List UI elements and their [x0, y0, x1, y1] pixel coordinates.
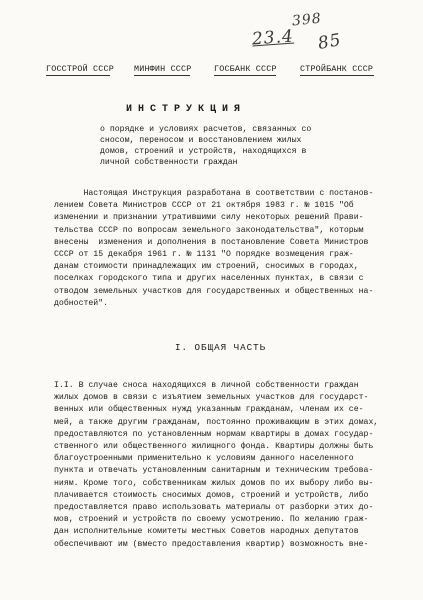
intro-paragraph: Настоящая Инструкция разработана в соответствии с постанов- лением Совета Министров СССР от 21 октября 1983 г. № 1015 "Об изменении и признании утратившими силу некоторых решений Прави- тельства СССР по вопросам земельного законодательства", которым внесены изменения и дополнения в постановление Совета Министров СССР от 15 декабря 1961 г. № 1131 "О порядке возмещения граж- данам стоимости принадлежащих им строений, сносимых в городах, поселках городского типа и других населенных пунктах, в связи с отводом земельных участков для государственных и общественных на- добностей". — [54, 189, 374, 308]
registration-number: 398 — [291, 10, 323, 30]
header-underline-2 — [134, 75, 190, 76]
document-title: ИНСТРУКЦИЯ — [126, 104, 247, 115]
document-subtitle: о порядке и условиях расчетов, связанных со сносом, переносом и восстановлением жилых домов, строений и устройств, находящихся в личной собственности граждан — [100, 125, 312, 167]
issuer-stroybank: СТРОЙБАНК СССР — [300, 64, 374, 74]
registration-date: 23.4 — [251, 26, 295, 50]
section-paragraph: I.I. В случае сноса находящихся в личной собственности граждан жилых домов в связи с изъятием земельных участков для государст- венных или общественных нужд указанным гражданам, членам их се- мей, а также другим гражданам, постоянно проживающим в этих домах, предоставляются по установленным нормам квартиры в домах государ- ственного или общественного жилищного фонда. Квартиры должны быть благоустроенными применительно к условиям данного населенного пункта и отвечать установленным санитарным и техническим требова- ниям. Кроме того, собственникам жилых домов по их выбору либо вы- плачивается стоимость сносимых домов, строений и устройств, либо предоставляется право использовать материалы от разборки этих до- мов, строений и устройств по своему усмотрению. По желанию граж- дан исполнительные комитеты местных Советов народных депутатов обеспечивают им (вместо предоставления квартир) возможность вне- — [54, 381, 379, 549]
section-heading: I. ОБЩАЯ ЧАСТЬ — [175, 342, 267, 353]
header-underline-4 — [300, 75, 374, 76]
issuer-gosstroy: ГОССТРОЙ СССР — [46, 64, 114, 74]
issuer-gosbank: ГОСБАНК СССР — [214, 64, 277, 74]
handwritten-registration-mark — [251, 10, 372, 60]
header-underline-3 — [214, 75, 276, 76]
header-underline-1 — [46, 75, 110, 76]
registration-year: 85 — [316, 30, 344, 54]
issuer-minfin: МИНФИН СССР — [134, 64, 192, 74]
